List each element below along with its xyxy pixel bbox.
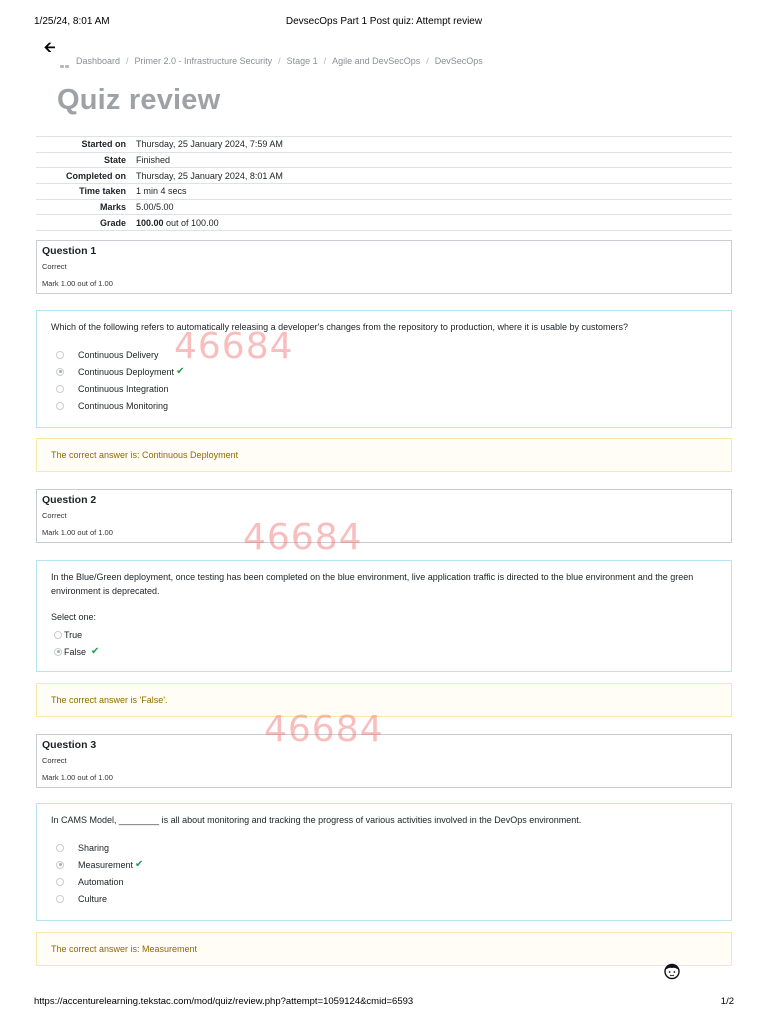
breadcrumb: Dashboard / Primer 2.0 - Infrastructure Security / Stage 1 / Agile and DevSecOps / DevSecOps [60,56,483,66]
summary-label: State [36,152,132,168]
correct-answer-text: The correct answer is: Continuous Deployment [51,450,239,460]
table-row [36,168,732,184]
table-row [36,152,732,168]
print-header [34,16,734,30]
radio-button[interactable] [56,844,64,852]
answer-label: Continuous Integration [78,383,169,394]
question-mark: Mark 1.00 out of 1.00 [42,773,113,782]
radio-button[interactable] [56,351,64,359]
print-page-number: 1/2 [720,996,734,1007]
breadcrumb-item-dashboard[interactable]: Dashboard [76,56,121,66]
question-number: Question 2 [42,494,97,506]
summary-label: Completed on [36,168,132,184]
answer-option[interactable] [51,397,717,414]
avatar-icon[interactable] [663,962,681,980]
radio-button[interactable] [56,878,64,886]
table-row [36,199,732,215]
table-row [36,215,732,231]
answer-label: Measurement [78,859,134,870]
print-url: https://accenturelearning.tekstac.com/mod/quiz/review.php?attempt=1059124&cmid=6593 [34,996,414,1007]
home-icon[interactable] [60,60,70,66]
question-text: In the Blue/Green deployment, once testing has been completed on the blue environment, live application traffic is directed to the blue environment and the green environment is deprecated. [51,572,694,596]
breadcrumb-item-topic[interactable]: DevSecOps [434,56,483,66]
answer-option[interactable] [51,363,717,380]
radio-button[interactable] [56,402,64,410]
summary-value [132,215,732,231]
check-icon: ✔ [176,365,185,377]
question-3-info [36,734,732,788]
select-one-prompt: Select one: [51,612,97,622]
radio-button[interactable] [56,385,64,393]
check-icon: ✔ [91,645,100,657]
attempt-summary-table [36,136,732,231]
question-2-outcome [36,683,732,717]
answer-list [51,839,717,907]
answer-option[interactable] [51,890,717,907]
watermark: 46684 [264,709,384,750]
answer-option[interactable] [51,380,717,397]
print-doc-title: DevsecOps Part 1 Post quiz: Attempt review [285,16,483,27]
print-datetime: 1/25/24, 8:01 AM [34,16,110,27]
summary-label: Marks [36,199,132,215]
breadcrumb-item-course[interactable]: Primer 2.0 - Infrastructure Security [134,56,273,66]
answer-option[interactable] [51,643,717,660]
question-mark: Mark 1.00 out of 1.00 [42,528,113,537]
question-state: Correct [42,262,67,271]
summary-value: 1 min 4 secs [132,184,732,200]
answer-label: True [64,629,83,640]
breadcrumb-item-stage[interactable]: Stage 1 [286,56,318,66]
summary-value: Thursday, 25 January 2024, 7:59 AM [132,137,732,153]
question-number: Question 3 [42,739,97,751]
summary-label: Time taken [36,184,132,200]
answer-option[interactable] [51,839,717,856]
print-footer [34,996,734,1008]
answer-label: Sharing [78,842,110,853]
grade-total: out of 100.00 [163,217,219,228]
answer-option[interactable] [51,626,717,643]
question-state: Correct [42,756,67,765]
back-arrow-icon[interactable]: 🡨 [44,39,56,55]
answer-option[interactable] [51,856,717,873]
table-row [36,137,732,153]
question-3-outcome [36,932,732,966]
answer-label: Culture [78,893,108,904]
radio-button-selected[interactable] [56,861,64,869]
question-number: Question 1 [42,245,97,257]
breadcrumb-item-section[interactable]: Agile and DevSecOps [332,56,421,66]
question-3-formulation [36,803,732,921]
watermark: 46684 [174,326,294,367]
answer-label: Continuous Deployment [78,366,175,377]
question-text: In CAMS Model, ________ is all about monitoring and tracking the progress of various activities involved in the DevOps environment. [51,815,582,825]
page-title: Quiz review [57,84,221,116]
grade-value: 100.00 [136,217,164,228]
table-row [36,184,732,200]
summary-value: 5.00/5.00 [132,199,732,215]
answer-option[interactable] [51,346,717,363]
answer-list [51,346,717,414]
summary-label: Grade [36,215,132,231]
watermark: 46684 [243,517,363,558]
summary-value: Finished [132,152,732,168]
correct-answer-text: The correct answer is 'False'. [51,695,168,705]
answer-label: Continuous Delivery [78,349,159,360]
question-state: Correct [42,511,67,520]
answer-label: Continuous Monitoring [78,400,169,411]
question-1-outcome [36,438,732,472]
radio-button-selected[interactable] [56,368,64,376]
radio-button-selected[interactable] [54,648,62,656]
answer-label: Automation [78,876,124,887]
radio-button[interactable] [54,631,62,639]
question-mark: Mark 1.00 out of 1.00 [42,279,113,288]
question-1-info [36,240,732,294]
question-1-formulation [36,310,732,428]
answer-label: False [64,646,87,657]
question-2-formulation [36,560,732,672]
question-text: Which of the following refers to automatically releasing a developer's changes from the repository to production, where it is usable by customers? [51,322,629,332]
correct-answer-text: The correct answer is: Measurement [51,944,198,954]
radio-button[interactable] [56,895,64,903]
question-2-info [36,489,732,543]
check-icon: ✔ [135,858,144,870]
answer-option[interactable] [51,873,717,890]
summary-label: Started on [36,137,132,153]
summary-value: Thursday, 25 January 2024, 8:01 AM [132,168,732,184]
